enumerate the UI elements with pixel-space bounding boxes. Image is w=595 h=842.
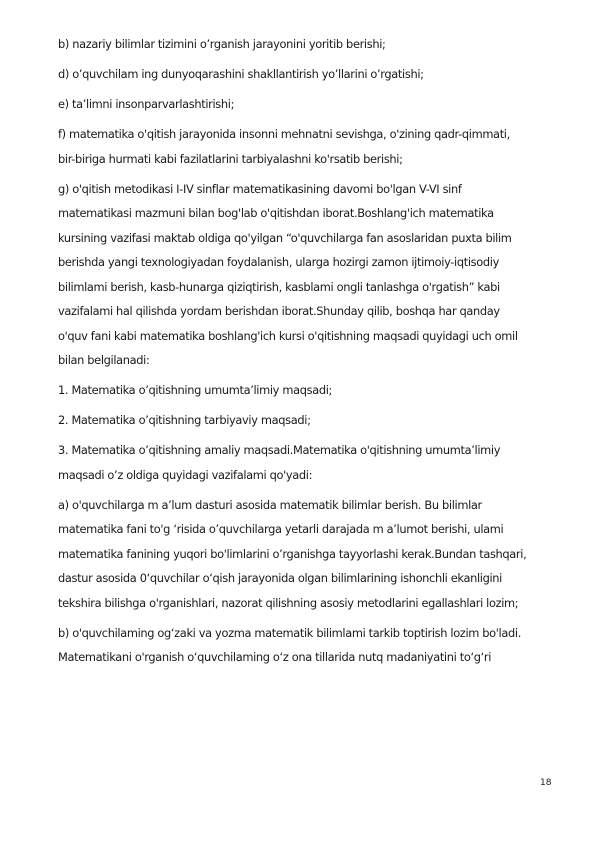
- text-line: 3. Matematika o’qitishning amaliy maqsadi.Matematika o'qitishning umumta’limiy: [58, 443, 501, 457]
- paragraph-9: [58, 493, 553, 616]
- text-line: Matematikani o'rganish o‘quvchilaming o‘z ona tillarida nutq madaniyatini to‘g‘ri: [58, 650, 492, 664]
- text-line: b) nazariy bilimlar tizimini o’rganish jarayonini yoritib berishi;: [58, 37, 386, 51]
- paragraph-5: [58, 177, 553, 373]
- text-line: bilan belgilanadi:: [58, 353, 150, 367]
- text-line: vazifalami hal qilishda yordam berishdan iborat.Shunday qilib, boshqa har qanday: [58, 304, 500, 318]
- text-line: dastur asosida 0‘quvchilar o‘qish jarayonida olgan bilimlarining ishonchli ekanligini: [58, 571, 502, 585]
- text-line: matematikasi mazmuni bilan bog'lab o'qitishdan iborat.Boshlang'ich matematika: [58, 206, 494, 220]
- paragraph-10: [58, 621, 553, 670]
- text-line: berishda yangi texnologiyadan foydalanish, ularga hozirgi zamon ijtimoiy-iqtisodiy: [58, 255, 499, 269]
- text-line: a) o'quvchilarga m a’lum dasturi asosida matematik bilimlar berish. Bu bilimlar: [58, 497, 482, 512]
- paragraph-2: [58, 62, 553, 87]
- text-line: 1. Matematika o’qitishning umumta’limiy maqsadi;: [58, 383, 333, 397]
- paragraph-6: [58, 378, 553, 403]
- text-line: b) o'quvchilaming og‘zaki va yozma matematik bilimlami tarkib toptirish lozim bo'ladi.: [58, 625, 521, 640]
- text-line: o'quv fani kabi matematika boshlang'ich kursi o'qitishning maqsadi quyidagi uch omil: [58, 328, 518, 343]
- text-line: tekshira bilishga o'rganishlari, nazorat qilishning asosiy metodlarini egallashlari lozim;: [58, 595, 519, 610]
- text-line: maqsadi o’z oldiga quyidagi vazifalami qo'yadi:: [58, 467, 313, 482]
- text-line: matematika fanining yuqori bo'limlarini o’rganishga tayyorlashi kerak.Bundan tashqari,: [58, 546, 527, 561]
- paragraph-8: [58, 438, 553, 487]
- paragraph-7: [58, 408, 553, 433]
- document-page: [58, 32, 553, 675]
- page-number: 18: [540, 778, 552, 788]
- text-line: f) matematika o'qitish jarayonida insonni mehnatni sevishga, o'zining qadr-qimmati,: [58, 127, 510, 141]
- text-line: g) o'qitish metodikasi I-IV sinflar matematikasining davomi bo'lgan V-VI sinf: [58, 181, 462, 196]
- text-line: matematika fani to'g ‘risida o’quvchilarga yetarli darajada m a’lumot berishi, ulami: [58, 522, 504, 536]
- text-line: kursining vazifasi maktab oldiga qo'yilgan “o'quvchilarga fan asoslaridan puxta bilim: [58, 230, 512, 245]
- paragraph-1: [58, 32, 553, 57]
- text-line: 2. Matematika o’qitishning tarbiyaviy maqsadi;: [58, 413, 311, 427]
- paragraph-4: [58, 122, 553, 171]
- paragraph-3: [58, 92, 553, 117]
- text-line: d) o’quvchilam ing dunyoqarashini shakllantirish yo’llarini o’rgatishi;: [58, 67, 424, 81]
- text-line: bir-biriga hurmati kabi fazilatlarini tarbiyalashni ko'rsatib berishi;: [58, 151, 403, 166]
- text-line: e) ta’limni insonparvarlashtirishi;: [58, 97, 235, 111]
- text-line: bilimlami berish, kasb-hunarga qiziqtirish, kasblami ongli tanlashga o'rgatish” kabi: [58, 279, 500, 294]
